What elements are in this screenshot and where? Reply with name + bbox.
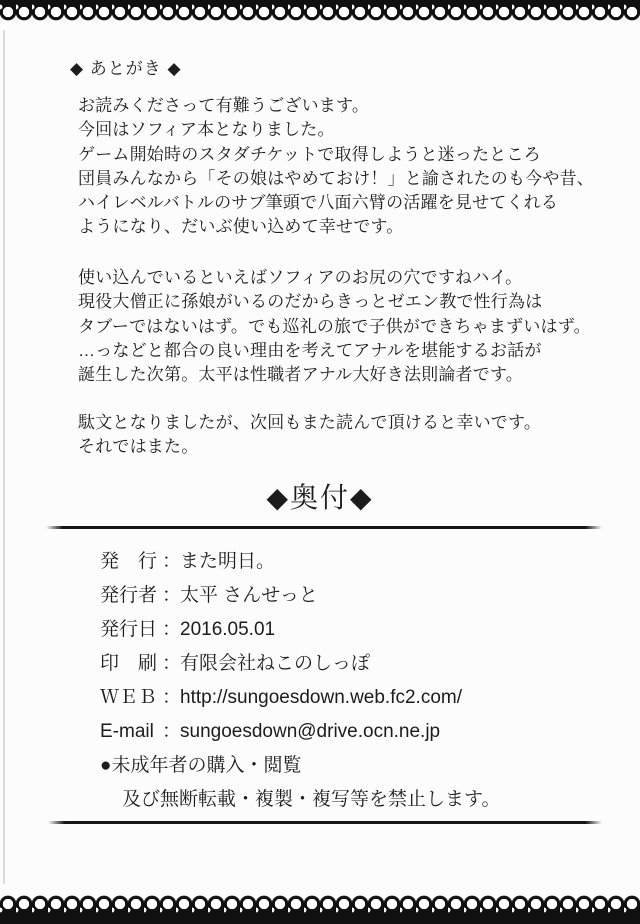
- colophon-row-email: [100, 715, 500, 749]
- afterword-paragraph-1: [78, 94, 594, 240]
- scan-edge-artifact: [3, 30, 5, 884]
- colophon-label: E-mail: [100, 721, 154, 742]
- afterword-text-line: ゲーム開始時のスタダチケットで取得しようと迷ったところ: [78, 144, 541, 164]
- afterword-text-line: 団員みんなから「その娘はやめておけ！」と諭されたのも今や昔、: [78, 168, 594, 188]
- colophon-info-block: [100, 545, 500, 817]
- afterword-text-line: 誕生した次第。太平は性職者アナル大好き法則論者です。: [78, 365, 523, 385]
- decorative-lace-border-top: [0, 0, 640, 26]
- afterword-text-line: ハイレベルバトルのサブ筆頭で八面六臂の活躍を見せてくれる: [78, 193, 559, 213]
- colophon-label: ＷＥＢ: [100, 687, 158, 708]
- age-restriction-notice-line-1: ●未成年者の購入・閲覧: [100, 755, 302, 776]
- afterword-text-line: お読みくださって有難うございます。: [78, 96, 370, 115]
- colophon-separator: ：: [162, 619, 182, 640]
- colophon-separator: ：: [162, 687, 182, 708]
- afterword-text-line: 駄文となりましたが、次回もまた読んで頂けると幸いです。: [78, 413, 542, 432]
- divider-line-bottom: [48, 821, 602, 824]
- colophon-row-author: [100, 579, 500, 613]
- colophon-label: 発 行: [100, 551, 158, 572]
- colophon-label: 発行者: [100, 585, 158, 606]
- colophon-heading: ◆奥付◆: [266, 482, 374, 513]
- colophon-value: 太平 さんせっと: [180, 585, 318, 606]
- colophon-web-url: http://sungoesdown.web.fc2.com/: [180, 687, 462, 708]
- colophon-separator: ：: [162, 585, 182, 606]
- afterword-text-line: 使い込んでいるといえばソフィアのお尻の穴ですねハイ。: [78, 268, 523, 287]
- afterword-paragraph-3: [78, 411, 541, 460]
- afterword-text-line: ようになり、だいぶ使い込めて幸せです。: [78, 217, 404, 237]
- colophon-value: 有限会社ねこのしっぽ: [180, 653, 371, 674]
- age-restriction-notice-line-2: 及び無断転載・複製・複写等を禁止します。: [122, 789, 501, 810]
- afterword-text-line: タブーではないはず。でも巡礼の旅で子供ができちゃまずいはず。: [78, 316, 591, 336]
- colophon-row-web: [100, 681, 500, 715]
- colophon-label: 発行日: [100, 619, 158, 640]
- afterword-text-line: 今回はソフィア本となりました。: [78, 120, 335, 140]
- colophon-separator: ：: [162, 653, 182, 674]
- divider-line-top: [46, 526, 602, 529]
- colophon-value: また明日。: [180, 551, 276, 572]
- colophon-label: 印 刷: [100, 653, 158, 674]
- colophon-row-date: [100, 613, 500, 647]
- colophon-separator: ：: [162, 721, 182, 742]
- afterword-text-line: 現役大僧正に孫娘がいるのだからきっとゼエン教で性行為は: [78, 292, 543, 312]
- afterword-paragraph-2: [78, 266, 591, 387]
- afterword-heading: ◆ あとがき ◆: [70, 59, 182, 78]
- colophon-row-printer: [100, 647, 500, 681]
- colophon-value: 2016.05.01: [180, 619, 276, 640]
- afterword-text-line: …っなどと都合の良い理由を考えてアナルを堪能するお話が: [78, 340, 542, 360]
- colophon-row-publisher-circle: [100, 545, 500, 579]
- colophon-separator: ：: [162, 551, 182, 572]
- decorative-lace-border-bottom: [0, 888, 640, 924]
- colophon-email-address: sungoesdown@drive.ocn.ne.jp: [180, 721, 441, 742]
- afterword-text-line: それではまた。: [78, 437, 199, 457]
